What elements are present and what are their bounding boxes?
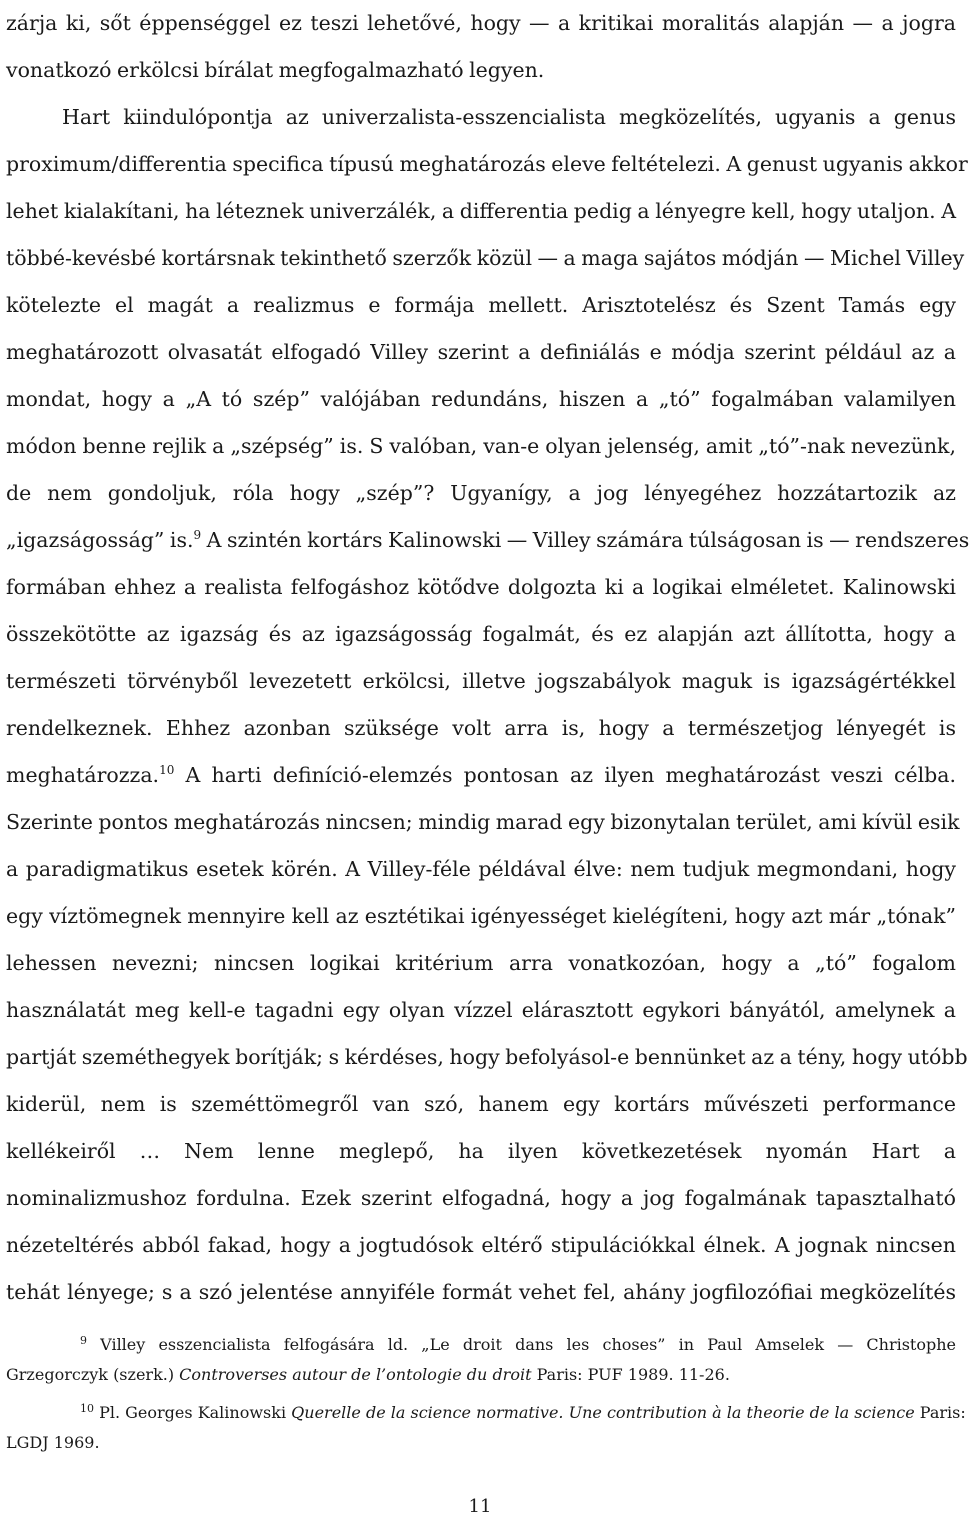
text-line: meghatározott olvasatát elfogadó Villey szerint a definiálás e módja szerint például az a	[6, 340, 956, 364]
footnote-line	[6, 1398, 966, 1428]
text-line: tehát lényege; s a szó jelentése annyiféle formát vehet fel, ahány jogfilozófiai megközelítés	[6, 1280, 956, 1304]
text-line: természeti törvényből levezetett erkölcsi, illetve jogszabályok maguk is igazságértékkel	[6, 669, 956, 693]
text-line: használatát meg kell-e tagadni egy olyan vízzel elárasztott egykori bányától, amelynek a	[6, 998, 956, 1022]
footnote-line: LGDJ 1969.	[6, 1433, 100, 1452]
text-line: formában ehhez a realista felfogáshoz kötődve dolgozta ki a logikai elméletet. Kalinowski	[6, 575, 956, 599]
footnote-text: Paris: PUF 1989. 11-26.	[531, 1365, 730, 1384]
footnote-title: Querelle de la science normative. Une contribution à la theorie de la science	[291, 1403, 915, 1422]
footnote-number: 9	[80, 1334, 87, 1347]
footnote-text: Grzegorczyk (szerk.)	[6, 1365, 180, 1384]
text-segment: „igazságosság” is.	[6, 528, 194, 552]
text-line: zárja ki, sőt éppenséggel ez teszi lehetővé, hogy — a kritikai moralitás alapján — a jogra	[6, 11, 956, 35]
text-line: de nem gondoljuk, róla hogy „szép”? Ugyanígy, a jog lényegéhez hozzátartozik az	[6, 481, 956, 505]
text-line	[6, 517, 969, 564]
text-line: rendelkeznek. Ehhez azonban szüksége volt arra is, hogy a természetjog lényegét is	[6, 716, 956, 740]
text-line: vonatkozó erkölcsi bírálat megfogalmazható legyen.	[6, 58, 545, 82]
footnote-line	[6, 1330, 956, 1360]
footnotes	[6, 1330, 966, 1458]
text-line: proximum/differentia specifica típusú meghatározás eleve feltételezi. A genust ugyanis akkor	[6, 152, 968, 176]
footnote-ref-9[interactable]: 9	[193, 528, 202, 542]
text-line: kötelezte el magát a realizmus e formája mellett. Arisztotelész és Szent Tamás egy	[6, 293, 956, 317]
text-segment: A szintén kortárs Kalinowski — Villey számára túlságosan is — rendszeres	[201, 528, 969, 552]
text-line	[6, 752, 956, 799]
text-line: a paradigmatikus esetek körén. A Villey-féle példával élve: nem tudjuk megmondani, hogy	[6, 857, 956, 881]
footnote-line	[6, 1360, 956, 1390]
footnote-10	[6, 1398, 966, 1458]
text-line: kellékeiről … Nem lenne meglepő, ha ilyen következetések nyomán Hart a	[6, 1139, 956, 1163]
main-text	[6, 0, 969, 1316]
footnote-text: Villey esszencialista felfogására ld. „Le droit dans les choses” in Paul Amselek — Christophe	[100, 1335, 956, 1354]
footnote-text: Pl. Georges Kalinowski	[99, 1403, 292, 1422]
text-line: összekötötte az igazság és az igazságosság fogalmát, és ez alapján azt állította, hogy a	[6, 622, 956, 646]
text-line: nominalizmushoz fordulna. Ezek szerint elfogadná, hogy a jog fogalmának tapasztalható	[6, 1186, 956, 1210]
text-line: Hart kiindulópontja az univerzalista-esszencialista megközelítés, ugyanis a genus	[62, 105, 956, 129]
footnote-9	[6, 1330, 956, 1390]
footnote-text: Paris:	[914, 1403, 966, 1422]
text-segment: A harti definíció-elemzés pontosan az ilyen meghatározást veszi célba.	[174, 763, 956, 787]
text-line: többé-kevésbé kortársnak tekinthető szerzők közül — a maga sajátos módján — Michel Villey	[6, 246, 965, 270]
text-line: lehet kialakítani, ha léteznek univerzálék, a differentia pedig a lényegre kell, hogy utaljon. A	[6, 199, 956, 223]
footnote-title: Controverses autour de l’ontologie du droit	[179, 1365, 532, 1384]
text-line: módon benne rejlik a „szépség” is. S valóban, van-e olyan jelenség, amit „tó”-nak nevezünk,	[6, 434, 956, 458]
text-line: lehessen nevezni; nincsen logikai kritérium arra vonatkozóan, hogy a „tó” fogalom	[6, 951, 956, 975]
page-number: 11	[468, 1496, 492, 1517]
text-line: partját szeméthegyek borítják; s kérdéses, hogy befolyásol-e bennünket az a tény, hogy utóbb	[6, 1045, 968, 1069]
text-line: nézeteltérés abból fakad, hogy a jogtudósok eltérő stipulációkkal élnek. A jognak nincsen	[6, 1233, 956, 1257]
footnote-number: 10	[80, 1402, 94, 1415]
text-line: Szerinte pontos meghatározás nincsen; mindig marad egy bizonytalan terület, ami kívül esik	[6, 810, 960, 834]
text-line: egy víztömegnek mennyire kell az esztétikai igényességet kielégíteni, hogy azt már „tónak”	[6, 904, 956, 928]
text-segment: meghatározza.	[6, 763, 160, 787]
text-line: mondat, hogy a „A tó szép” valójában redundáns, hiszen a „tó” fogalmában valamilyen	[6, 387, 956, 411]
footnote-ref-10[interactable]: 10	[159, 763, 175, 777]
text-line: kiderül, nem is szeméttömegről van szó, hanem egy kortárs művészeti performance	[6, 1092, 956, 1116]
